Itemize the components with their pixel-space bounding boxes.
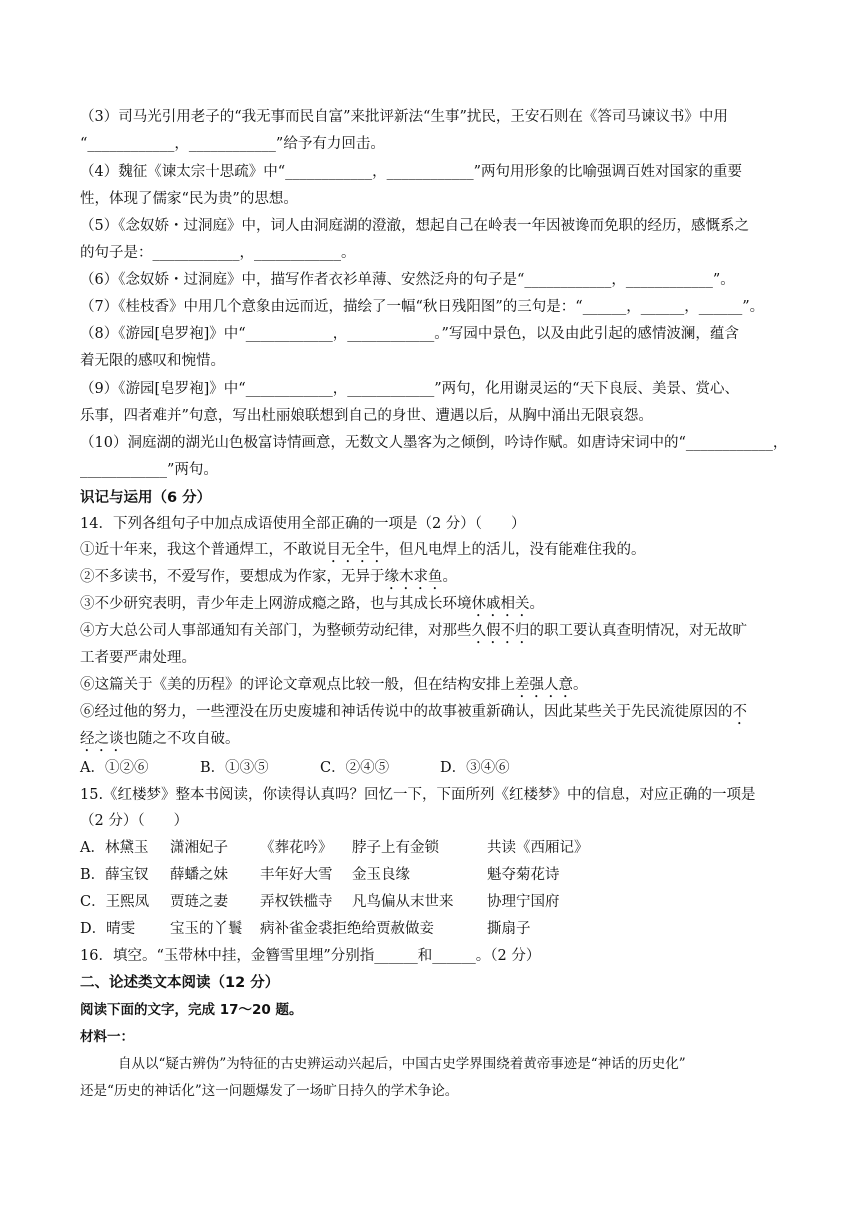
q13-item8-line2: 着无限的感叹和惋惜。 — [80, 353, 225, 369]
q14-sentence-3: ③不少研究表明，青少年走上网游成瘾之路，也与其成长环境休戚相关。 — [80, 596, 544, 612]
material-1-paragraph-line1: 自从以“疑古辨伪”为特征的古史辨运动兴起后，中国古史学界围绕着黄帝事迹是“神话的历史化” — [118, 1056, 686, 1072]
dotted-idiom: 差强人意 — [515, 677, 573, 693]
q15-d-col3: 病补雀金裘拒绝给贾赦做妾 — [260, 921, 434, 937]
q15-d-col1: D．晴雯 — [80, 921, 136, 937]
q13-item8-line1: （8）《游园[皂罗袍]》中“____________，____________。”写园中景色，以及由此引起的感情波澜，蕴含 — [80, 326, 739, 342]
dotted-idiom: 经之谈 — [80, 731, 124, 747]
q13-item4-line1: （4）魏征《谏太宗十思疏》中“____________，____________”两句用形象的比喻强调百姓对国家的重要 — [80, 164, 743, 180]
q15-d-col5: 撕扇子 — [487, 921, 531, 937]
q15-b-col1: B．薛宝钗 — [80, 867, 149, 883]
q14-sentence-6: ⑥经过他的努力，一些湮没在历史废墟和神话传说中的故事被重新确认，因此某些关于先民流徙原因的不 — [80, 704, 747, 720]
q15-stem-line1: 15.《红楼梦》整本书阅读，你读得认真吗？回忆一下，下面所列《红楼梦》中的信息，对应正确的一项是 — [80, 787, 756, 803]
q14-option-b: B．①③⑤ — [200, 760, 269, 776]
q13-item10-line1: （10）洞庭湖的湖光山色极富诗情画意，无数文人墨客为之倾倒，吟诗作赋。如唐诗宋词中的“____________， — [80, 435, 788, 451]
q15-stem-line2: （2 分）（ ） — [80, 813, 189, 829]
dotted-idiom: 休戚相关 — [471, 596, 530, 612]
q15-b-col5: 魁夺菊花诗 — [487, 867, 560, 883]
dotted-idiom: 久假不归 — [471, 623, 530, 639]
reading-instruction: 阅读下面的文字，完成 17～20 题。 — [80, 1002, 303, 1018]
q14-sentence-4: ④方大总公司人事部通知有关部门，为整顿劳动纪律，对那些久假不归的职工要认真查明情况，对无故旷 — [80, 623, 747, 639]
q16-stem: 16．填空。“玉带林中挂，金簪雪里埋”分别指______和______。（2 分） — [80, 948, 541, 964]
q13-item7: （7）《桂枝香》中用几个意象由远而近，描绘了一幅“秋日残阳图”的三句是：“______，______，______”。 — [80, 299, 765, 315]
q15-a-col5: 共读《西厢记》 — [487, 840, 589, 856]
q15-c-col5: 协理宁国府 — [487, 894, 560, 910]
dotted-idiom: 不 — [732, 704, 747, 720]
q14-option-d: D．③④⑥ — [440, 760, 510, 776]
q13-item5-line2: 的句子是：____________，____________。 — [80, 245, 356, 261]
q13-item4-line2: 性，体现了儒家“民为贵”的思想。 — [80, 191, 298, 207]
q13-item3-line1: （3）司马光引用老子的“我无事而民自富”来批评新法“生事”扰民，王安石则在《答司马谏议书》中用 — [80, 109, 728, 125]
q15-b-col4: 金玉良缘 — [352, 867, 410, 883]
q14-sentence-4-cont: 工者要严肃处理。 — [80, 650, 196, 666]
q13-item3-line2: “____________，____________”给予有力回击。 — [80, 136, 385, 152]
section-2-heading: 二、论述类文本阅读（12 分） — [80, 975, 280, 991]
q15-c-col1: C．王熙凤 — [80, 894, 150, 910]
q14-sentence-2: ②不多读书，不爱写作，要想成为作家，无异于缘木求鱼。 — [80, 569, 457, 585]
q15-a-col1: A．林黛玉 — [80, 840, 149, 856]
q14-sentence-6-cont: 经之谈也随之不攻自破。 — [80, 731, 240, 747]
q15-c-col3: 弄权铁槛寺 — [260, 894, 333, 910]
q15-b-col3: 丰年好大雪 — [260, 867, 333, 883]
q14-sentence-5: ⑥这篇关于《美的历程》的评论文章观点比较一般，但在结构安排上差强人意。 — [80, 677, 588, 693]
q13-item9-line1: （9）《游园[皂罗袍]》中“____________，____________”两句，化用谢灵运的“天下良辰、美景、赏心、 — [80, 381, 740, 397]
q14-stem: 14．下列各组句子中加点成语使用全部正确的一项是（2 分）（ ） — [80, 516, 526, 532]
q13-item5-line1: （5）《念奴娇・过洞庭》中，词人由洞庭湖的澄澈，想起自己在岭表一年因被谗而免职的经历，感慨系之 — [80, 218, 749, 234]
section-recall-heading: 识记与运用（6 分） — [80, 490, 212, 506]
q15-a-col3: 《葬花吟》 — [260, 840, 333, 856]
q15-d-col2: 宝玉的丫鬟 — [170, 921, 243, 937]
q14-option-c: C．②④⑤ — [320, 760, 390, 776]
q15-a-col4: 脖子上有金锁 — [352, 840, 439, 856]
q15-c-col2: 贾琏之妻 — [170, 894, 228, 910]
q14-sentence-1: ①近十年来，我这个普通焊工，不敢说目无全牛，但凡电焊上的活儿，没有能难住我的。 — [80, 542, 646, 558]
material-1-paragraph-line2: 还是“历史的神话化”这一问题爆发了一场旷日持久的学术争论。 — [80, 1083, 459, 1099]
dotted-idiom: 缘木求鱼 — [384, 569, 443, 585]
dotted-idiom: 目无全牛 — [326, 542, 385, 558]
material-1-label: 材料一： — [80, 1029, 134, 1045]
q14-option-a: A．①②⑥ — [80, 760, 149, 776]
q15-b-col2: 薛蟠之妹 — [170, 867, 228, 883]
q13-item9-line2: 乐事，四者难并”句意，写出杜丽娘联想到自己的身世、遭遇以后，从胸中涌出无限哀怨。 — [80, 408, 653, 424]
q13-item10-line2: ____________”两句。 — [80, 462, 218, 478]
q15-a-col2: 潇湘妃子 — [170, 840, 228, 856]
q15-c-col4: 凡鸟偏从末世来 — [352, 894, 454, 910]
q13-item6: （6）《念奴娇・过洞庭》中，描写作者衣衫单薄、安然泛舟的句子是“____________，____________”。 — [80, 272, 735, 288]
